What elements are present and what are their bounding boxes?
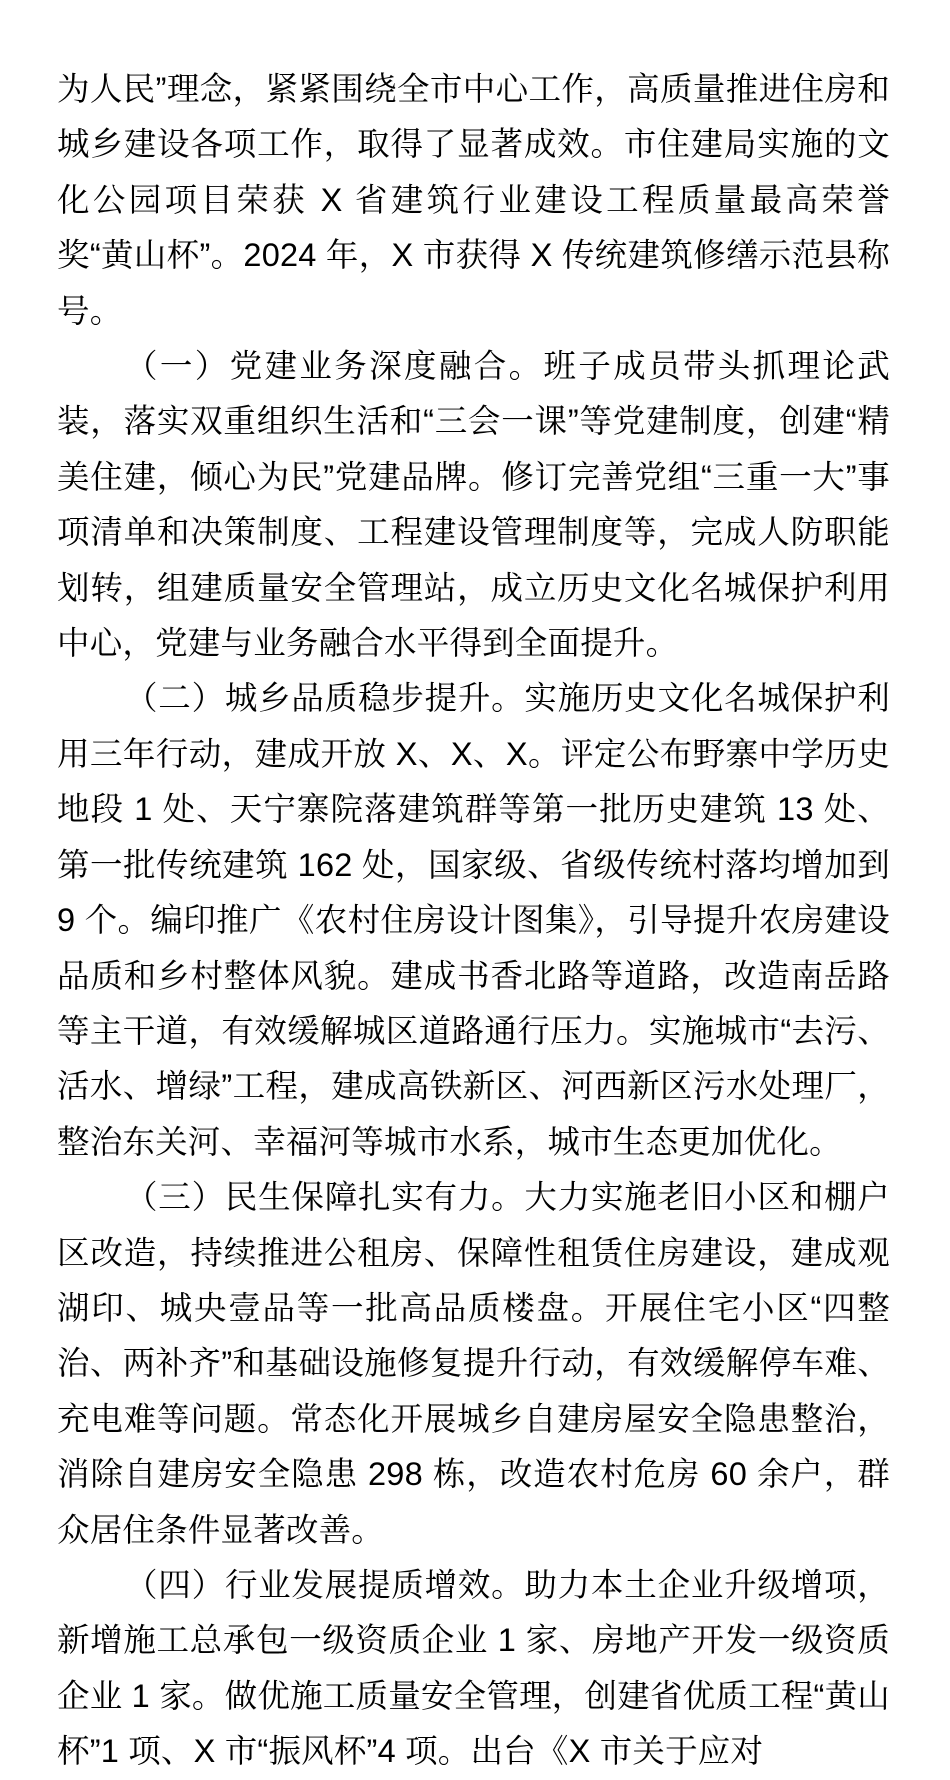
paragraph-section-four: （四）行业发展提质增效。助力本土企业升级增项，新增施工总承包一级资质企业 1 家、房地产开发一级资质企业 1 家。做优施工质量安全管理，创建省优质工程“黄山杯”1 项、X 市“振风杯”4 项。出台《X 市关于应对 — [57, 1566, 890, 1770]
document-body — [57, 62, 890, 1780]
paragraph-continuation: 为人民”理念，紧紧围绕全市中心工作，高质量推进住房和城乡建设各项工作，取得了显著成效。市住建局实施的文化公园项目荣获 X 省建筑行业建设工程质量最高荣誉奖“黄山杯”。2024 年，X 市获得 X 传统建筑修缮示范县称号。 — [57, 71, 890, 329]
paragraph-section-one: （一）党建业务深度融合。班子成员带头抓理论武装，落实双重组织生活和“三会一课”等党建制度，创建“精美住建，倾心为民”党建品牌。修订完善党组“三重一大”事项清单和决策制度、工程建设管理制度等，完成人防职能划转，组建质量安全管理站，成立历史文化名城保护利用中心，党建与业务融合水平得到全面提升。 — [57, 348, 890, 662]
paragraph-section-three: （三）民生保障扎实有力。大力实施老旧小区和棚户区改造，持续推进公租房、保障性租赁住房建设，建成观湖印、城央壹品等一批高品质楼盘。开展住宅小区“四整治、两补齐”和基础设施修复提升行动，有效缓解停车难、充电难等问题。常态化开展城乡自建房屋安全隐患整治，消除自建房安全隐患 298 栋，改造农村危房 60 余户，群众居住条件显著改善。 — [57, 1179, 890, 1548]
paragraph-section-two: （二）城乡品质稳步提升。实施历史文化名城保护利用三年行动，建成开放 X、X、X。评定公布野寨中学历史地段 1 处、天宁寨院落建筑群等第一批历史建筑 13 处、第一批传统建筑 162 处，国家级、省级传统村落均增加到 9 个。编印推广《农村住房设计图集》，引导提升农房建设品质和乡村整体风貌。建成书香北路等道路，改造南岳路等主干道，有效缓解城区道路通行压力。实施城市“去污、活水、增绿”工程，建成高铁新区、河西新区污水处理厂，整治东关河、幸福河等城市水系，城市生态更加优化。 — [57, 680, 890, 1160]
